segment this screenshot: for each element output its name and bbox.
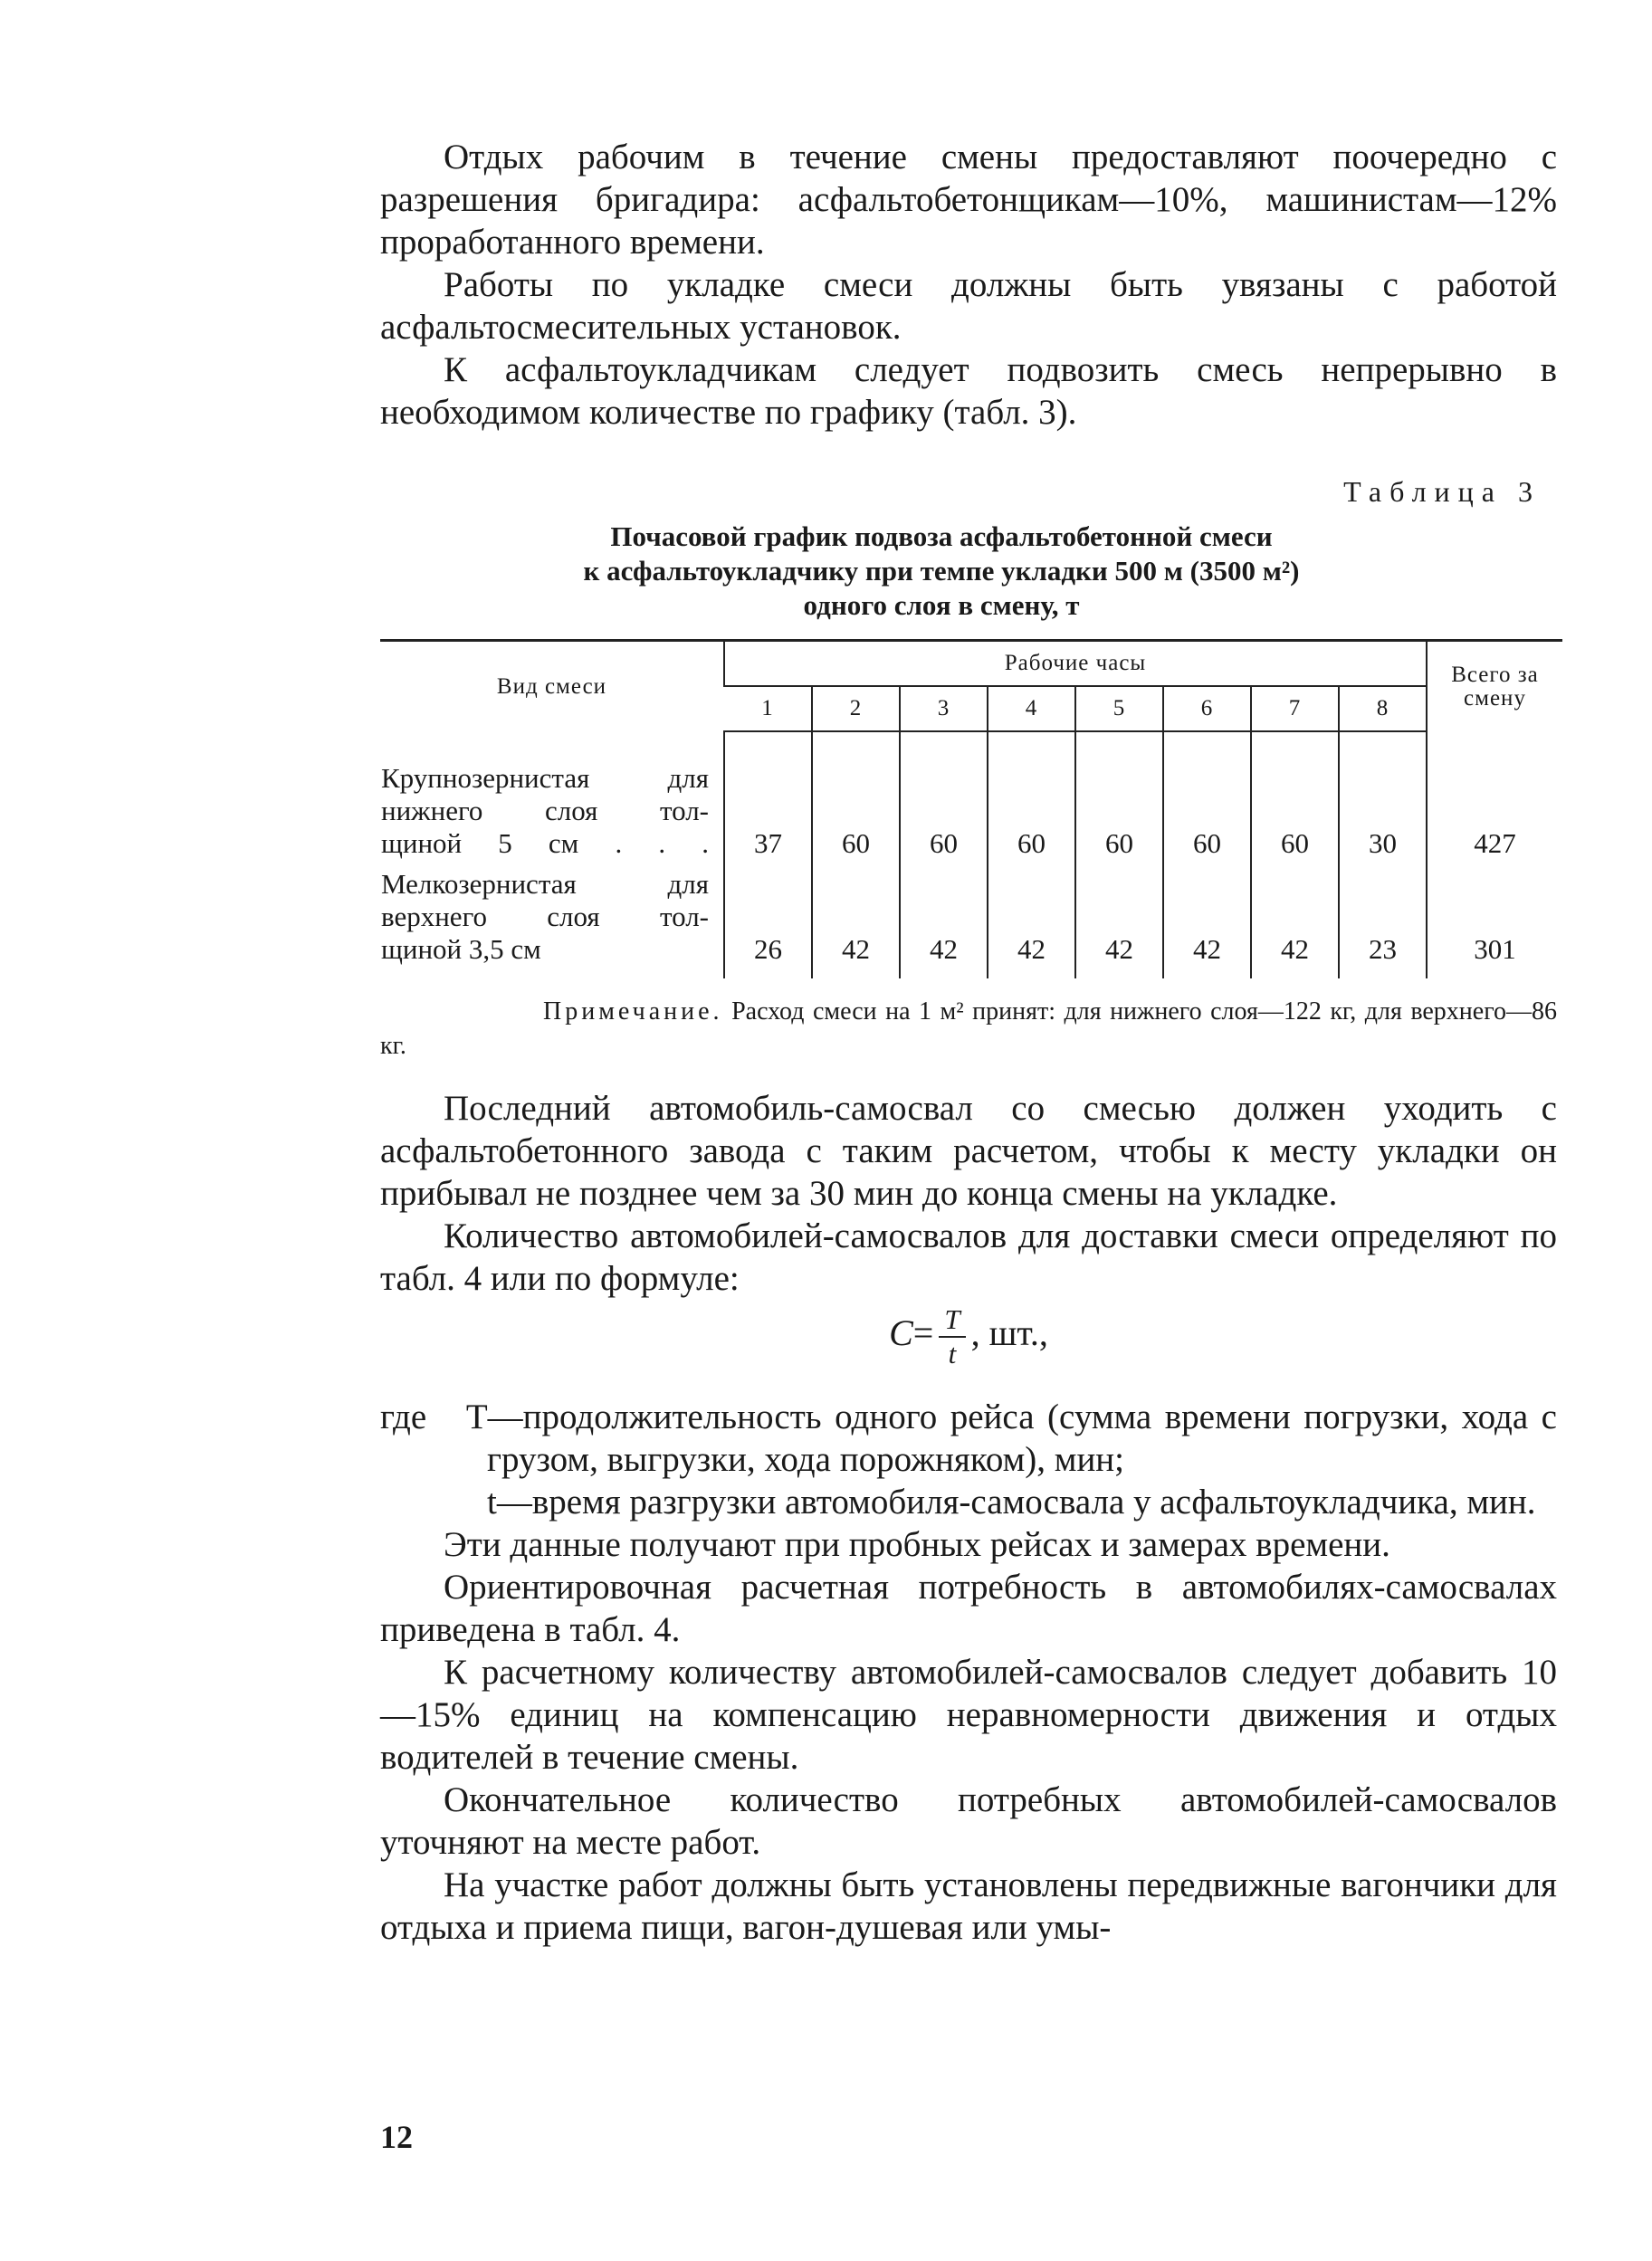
cell-value: 60 [1251, 731, 1339, 862]
cell-value: 23 [1339, 862, 1427, 978]
mix-name-line: нижнего слоя тол- [381, 795, 709, 826]
table-label: Таблица 3 [1343, 475, 1541, 508]
paragraph-reserve: К расчетному количеству автомобилей-самосвалов следует добавить 10—15% единиц на компенсацию неравномерности движения и отдых водителей в течение смены. [380, 1653, 1557, 1777]
table-title-line: Почасовой график подвоза асфальтобетонной смеси [610, 520, 1273, 552]
paragraph-site-facilities: На участке работ должны быть установлены передвижные вагончики для отдыха и приема пищи, вагон-душевая или умы- [380, 1865, 1557, 1947]
paragraph-coordination: Работы по укладке смеси должны быть увязаны с работой асфальтосмесительных установок. [380, 265, 1557, 347]
header-working-hours: Рабочие часы [724, 641, 1427, 687]
formula-lhs: C [889, 1312, 913, 1354]
cell-value: 30 [1339, 731, 1427, 862]
header-hour: 2 [812, 686, 900, 731]
formula-unit: , шт., [970, 1312, 1048, 1354]
cell-value: 42 [900, 862, 988, 978]
table-title [380, 520, 1557, 623]
header-hour: 5 [1075, 686, 1163, 731]
cell-value: 26 [724, 862, 812, 978]
formula-eq: = [912, 1312, 934, 1354]
formula-denominator: t [948, 1338, 957, 1369]
mix-name-line: щиной 3,5 см [381, 933, 541, 965]
cell-value: 60 [1075, 731, 1163, 862]
formula-fraction [939, 1303, 965, 1370]
paragraph-test-runs: Эти данные получают при пробных рейсах и замерах времени. [444, 1525, 1390, 1564]
cell-value: 42 [812, 862, 900, 978]
header-hour: 1 [724, 686, 812, 731]
cell-total: 301 [1427, 862, 1562, 978]
definition-T [380, 1396, 1557, 1481]
cell-value: 42 [1163, 862, 1251, 978]
table-note [380, 995, 1557, 1064]
formula-definitions [380, 1396, 1557, 1523]
header-mix-type: Вид смеси [380, 641, 724, 732]
note-text: Расход смеси на 1 м² принят: для нижнего слоя—122 кг, для верхнего—86 кг. [380, 997, 1558, 1060]
page-number: 12 [380, 2119, 413, 2155]
mix-name-line: щиной 5 см . . . [381, 827, 709, 859]
table-title-line: к асфальтоукладчику при темпе укладки 500 м (3500 м²) [583, 555, 1300, 587]
cell-value: 60 [1163, 731, 1251, 862]
definition-T-text: T—продолжительность одного рейса (сумма времени погрузки, хода с грузом, выгрузки, хода порожняком), мин; [465, 1398, 1557, 1479]
table-row [380, 731, 1562, 862]
cell-value: 42 [988, 862, 1075, 978]
header-hour: 6 [1163, 686, 1251, 731]
mix-name-line: Крупнозернистая для [381, 762, 709, 794]
cell-value: 42 [1251, 862, 1339, 978]
paragraph-last-truck: Последний автомобиль-самосвал со смесью должен уходить с асфальтобетонного завода с таким расчетом, чтобы к месту укладки он прибывал не позднее чем за 30 мин до конца смены на укладке. [380, 1089, 1557, 1213]
header-hour: 7 [1251, 686, 1339, 731]
cell-value: 60 [900, 731, 988, 862]
paragraph-rest: Отдых рабочим в течение смены предоставляют поочередно с разрешения бригадира: асфальтобетонщикам—10%, машинистам—12% проработанного времени. [380, 138, 1557, 262]
paragraph-estimate: Ориентировочная расчетная потребность в автомобилях-самосвалах приведена в табл. 4. [380, 1568, 1557, 1649]
table-row [380, 862, 1562, 978]
page-content [380, 136, 1557, 1949]
paragraph-final-count: Окончательное количество потребных автомобилей-самосвалов уточняют на месте работ. [380, 1780, 1557, 1862]
table-title-line: одного слоя в смену, т [803, 589, 1080, 621]
mix-name-line: Мелкозернистая для [381, 868, 709, 900]
header-total: Всего за смену [1427, 641, 1562, 732]
note-label: Примечание. [543, 997, 723, 1026]
row-mix-name [380, 862, 724, 978]
formula-numerator: T [939, 1303, 965, 1338]
formula [380, 1303, 1557, 1387]
cell-value: 42 [1075, 862, 1163, 978]
mix-name-line: верхнего слоя тол- [381, 901, 709, 932]
delivery-schedule-table [380, 639, 1562, 978]
definition-t [380, 1481, 1557, 1523]
cell-value: 37 [724, 731, 812, 862]
header-hour: 4 [988, 686, 1075, 731]
header-hour: 3 [900, 686, 988, 731]
cell-value: 60 [812, 731, 900, 862]
header-hour: 8 [1339, 686, 1427, 731]
paragraph-truck-count: Количество автомобилей-самосвалов для доставки смеси определяют по табл. 4 или по формуле: [380, 1216, 1557, 1298]
cell-total: 427 [1427, 731, 1562, 862]
cell-value: 60 [988, 731, 1075, 862]
row-mix-name [380, 731, 724, 862]
definition-lead: где [380, 1398, 427, 1436]
definition-t-text: t—время разгрузки автомобиля-самосвала у асфальтоукладчика, мин. [487, 1483, 1536, 1522]
paragraph-supply: К асфальтоукладчикам следует подвозить смесь непрерывно в необходимом количестве по графику (табл. 3). [380, 350, 1557, 432]
